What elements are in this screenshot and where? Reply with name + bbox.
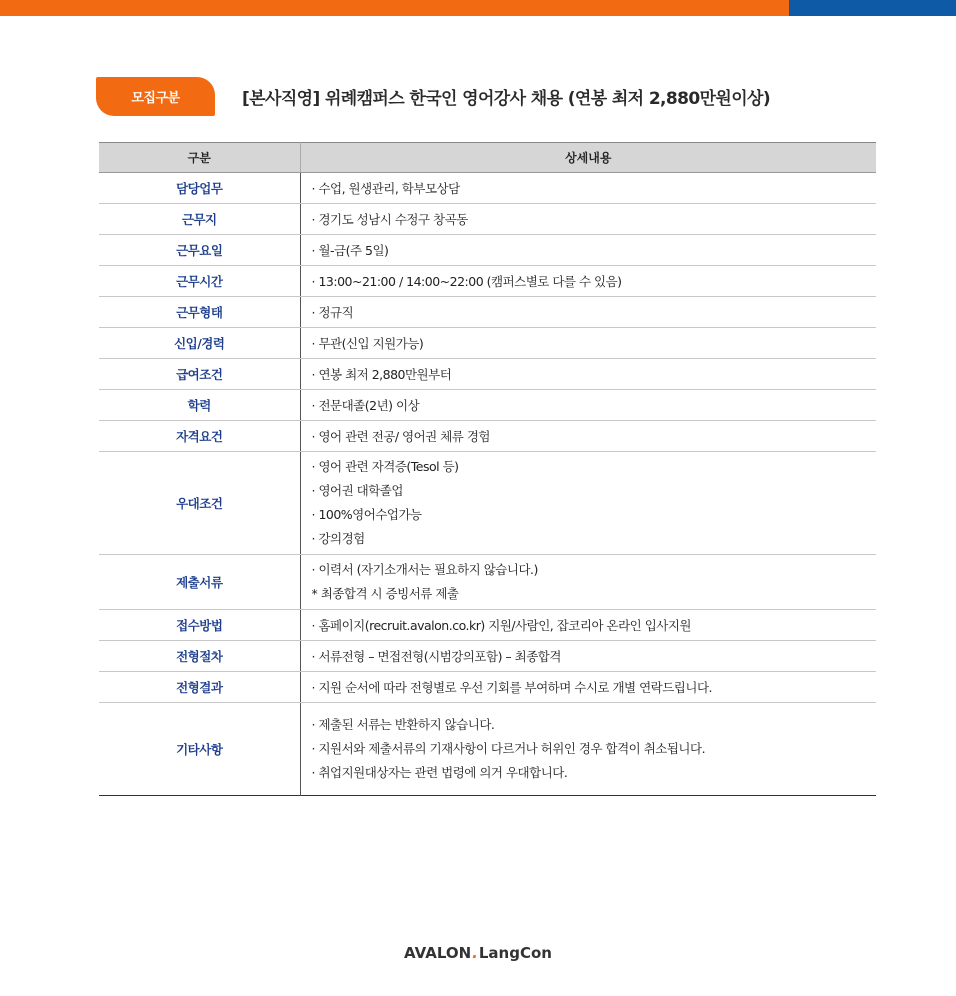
detail-line: · 13:00~21:00 / 14:00~22:00 (캠퍼스별로 다를 수 있음) (311, 274, 622, 289)
top-bar-orange (0, 0, 789, 16)
table-row (99, 703, 876, 796)
detail-line: · 서류전형 – 면접전형(시범강의포함) – 최종합격 (311, 649, 561, 664)
row-label: 근무요일 (99, 235, 300, 266)
table-header-row (99, 143, 876, 173)
row-detail (300, 672, 876, 703)
detail-line: · 지원 순서에 따라 전형별로 우선 기회를 부여하며 수시로 개별 연락드립니다. (311, 680, 713, 695)
row-label: 기타사항 (99, 703, 300, 796)
row-label: 급여조건 (99, 359, 300, 390)
brand-separator: . (472, 944, 478, 962)
header-category: 구분 (99, 143, 300, 173)
detail-line: · 영어 관련 자격증(Tesol 등) (311, 459, 459, 474)
detail-line: · 경기도 성남시 수정구 창곡동 (311, 212, 468, 227)
page-title: [본사직영] 위례캠퍼스 한국인 영어강사 채용 (연봉 최저 2,880만원이상) (242, 89, 771, 109)
footer-logo (0, 944, 956, 962)
row-detail (300, 297, 876, 328)
table-row (99, 328, 876, 359)
row-label: 전형절차 (99, 641, 300, 672)
detail-line: · 연봉 최저 2,880만원부터 (311, 367, 452, 382)
table-row (99, 610, 876, 641)
recruitment-table (99, 142, 876, 796)
row-detail (300, 204, 876, 235)
detail-line: · 영어권 대학졸업 (311, 483, 403, 498)
table-row (99, 452, 876, 555)
table-row (99, 641, 876, 672)
detail-line: · 이력서 (자기소개서는 필요하지 않습니다.) (311, 562, 538, 577)
detail-line: · 월-금(주 5일) (311, 243, 389, 258)
table-row (99, 173, 876, 204)
detail-line: · 취업지원대상자는 관련 법령에 의거 우대합니다. (311, 765, 568, 780)
table-row (99, 359, 876, 390)
row-detail (300, 641, 876, 672)
detail-line: · 무관(신입 지원가능) (311, 336, 424, 351)
header-detail: 상세내용 (300, 143, 876, 173)
row-label: 자격요건 (99, 421, 300, 452)
detail-line: · 홈페이지(recruit.avalon.co.kr) 지원/사람인, 잡코리아 온라인 입사지원 (311, 618, 692, 633)
row-label: 우대조건 (99, 452, 300, 555)
row-label: 제출서류 (99, 555, 300, 610)
row-detail (300, 359, 876, 390)
category-badge: 모집구분 (96, 77, 215, 116)
row-label: 담당업무 (99, 173, 300, 204)
brand-avalon: AVALON (404, 944, 472, 962)
top-bar-blue (789, 0, 956, 16)
table-row (99, 297, 876, 328)
row-label: 접수방법 (99, 610, 300, 641)
row-detail (300, 173, 876, 204)
row-label: 학력 (99, 390, 300, 421)
top-accent-bar (0, 0, 956, 16)
table-row (99, 390, 876, 421)
table-row (99, 266, 876, 297)
table-row (99, 421, 876, 452)
brand-langcon: LangCon (478, 944, 552, 962)
detail-line: · 제출된 서류는 반환하지 않습니다. (311, 717, 495, 732)
row-label: 전형결과 (99, 672, 300, 703)
row-detail (300, 421, 876, 452)
row-detail (300, 555, 876, 610)
detail-line: · 100%영어수업가능 (311, 507, 422, 522)
detail-line: * 최종합격 시 증빙서류 제출 (311, 586, 459, 601)
detail-line: · 지원서와 제출서류의 기재사항이 다르거나 허위인 경우 합격이 취소됩니다. (311, 741, 706, 756)
row-detail (300, 235, 876, 266)
row-detail (300, 266, 876, 297)
table-row (99, 235, 876, 266)
row-detail (300, 328, 876, 359)
row-detail (300, 703, 876, 796)
detail-line: · 전문대졸(2년) 이상 (311, 398, 420, 413)
detail-line: · 정규직 (311, 305, 354, 320)
detail-line: · 강의경험 (311, 531, 365, 546)
row-label: 근무지 (99, 204, 300, 235)
row-label: 신입/경력 (99, 328, 300, 359)
row-label: 근무형태 (99, 297, 300, 328)
row-label: 근무시간 (99, 266, 300, 297)
detail-line: · 영어 관련 전공/ 영어권 체류 경험 (311, 429, 491, 444)
row-detail (300, 390, 876, 421)
row-detail (300, 452, 876, 555)
table-row (99, 672, 876, 703)
table-row (99, 204, 876, 235)
row-detail (300, 610, 876, 641)
table-row (99, 555, 876, 610)
detail-line: · 수업, 원생관리, 학부모상담 (311, 181, 460, 196)
